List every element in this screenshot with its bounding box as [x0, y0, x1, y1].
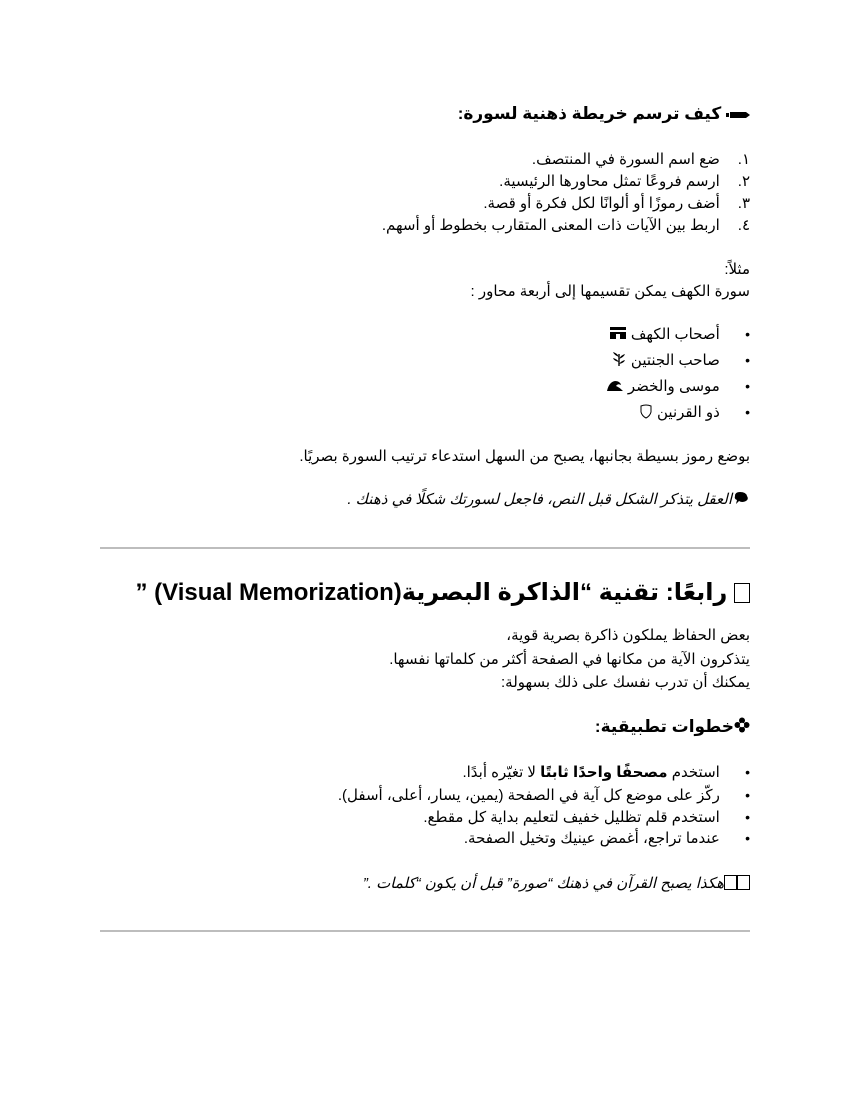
kaaba-icon — [609, 326, 627, 344]
theme-text: موسى والخضر — [627, 378, 720, 395]
visual-heading — [135, 578, 750, 607]
visual-closing — [363, 874, 750, 892]
section-divider — [100, 547, 750, 549]
theme-text: أصحاب الكهف — [630, 326, 720, 343]
bullet: • — [745, 404, 750, 420]
pencil-icon — [726, 105, 750, 125]
mindmap-step — [532, 150, 750, 168]
step-post: لا تغيّره أبدًا. — [462, 764, 541, 781]
visual-intro-line: بعض الحفاظ يملكون ذاكرة بصرية قوية، — [506, 627, 750, 644]
visual-step — [462, 763, 750, 781]
step-number: ١. — [737, 151, 750, 168]
missing-glyph-icon — [734, 583, 750, 603]
mindmap-heading — [458, 104, 750, 125]
steps-heading — [595, 717, 750, 738]
mindmap-tip — [347, 490, 750, 509]
step-number: ٤. — [737, 217, 750, 234]
step-bold: مصحفًا واحدًا ثابتًا — [540, 764, 668, 781]
theme-text: صاحب الجنتين — [630, 352, 720, 369]
visual-heading-ar: رابعًا: تقنية “الذاكرة البصرية — [401, 579, 728, 606]
section-divider — [100, 930, 750, 932]
step-text: اربط بين الآيات ذات المعنى المتقارب بخطوط أو أسهم. — [381, 217, 720, 234]
step-pre: ركّز على موضع كل آية في الصفحة (يمين، يسار، أعلى، أسفل). — [337, 787, 720, 804]
step-text: أضف رموزًا أو ألوانًا لكل فكرة أو قصة. — [483, 195, 720, 212]
bullet: • — [745, 787, 750, 803]
visual-heading-close: ” — [135, 579, 148, 606]
example-intro: سورة الكهف يمكن تقسيمها إلى أربعة محاور : — [470, 283, 750, 300]
step-number: ٣. — [737, 195, 750, 212]
theme-item — [606, 377, 750, 396]
step-text: ضع اسم السورة في المنتصف. — [531, 151, 720, 168]
step-pre: استخدم قلم تظليل خفيف لتعليم بداية كل مقطع. — [423, 809, 720, 826]
mindmap-step — [382, 216, 750, 234]
step-text: ارسم فروعًا تمثل محاورها الرئيسية. — [499, 173, 720, 190]
theme-item — [639, 403, 750, 423]
bullet: • — [745, 830, 750, 846]
bullet: • — [745, 764, 750, 780]
flower-icon — [734, 717, 750, 738]
plant-icon — [611, 351, 627, 371]
tip-text: العقل يتذكر الشكل قبل النص، فاجعل لسورتك شكلًا في ذهنك . — [347, 491, 732, 508]
visual-intro-line: يمكنك أن تدرب نفسك على ذلك بسهولة: — [501, 674, 750, 691]
theme-item — [611, 351, 750, 371]
bullet: • — [745, 352, 750, 368]
bullet: • — [745, 809, 750, 825]
visual-step — [338, 786, 750, 804]
visual-step — [423, 808, 750, 826]
bullet: • — [745, 378, 750, 394]
closing-text: هكذا يصبح القرآن في ذهنك “صورة” قبل أن يكون “كلمات .” — [362, 875, 724, 892]
mindmap-summary: بوضع رموز بسيطة بجانبها، يصبح من السهل استدعاء ترتيب السورة بصريًا. — [299, 448, 750, 465]
mindmap-step — [483, 194, 750, 212]
shield-icon — [639, 404, 653, 423]
wave-icon — [606, 378, 624, 396]
step-number: ٢. — [737, 173, 750, 190]
missing-glyph-icon — [737, 875, 750, 890]
mindmap-step — [499, 172, 750, 190]
theme-item — [609, 325, 750, 344]
steps-heading-text: خطوات تطبيقية: — [594, 717, 734, 736]
visual-step — [464, 829, 750, 847]
mindmap-heading-text: كيف ترسم خريطة ذهنية لسورة: — [457, 104, 722, 123]
visual-heading-en: (Visual Memorization) — [154, 579, 402, 606]
visual-intro-line: يتذكرون الآية من مكانها في الصفحة أكثر من كلماتها نفسها. — [389, 651, 750, 668]
theme-text: ذو القرنين — [657, 404, 720, 421]
bullet: • — [745, 326, 750, 342]
step-pre: استخدم — [667, 764, 720, 781]
missing-glyph-icon — [724, 875, 737, 890]
brain-icon — [732, 491, 750, 509]
example-label: مثلاً: — [724, 261, 750, 278]
step-pre: عندما تراجع، أغمض عينيك وتخيل الصفحة. — [463, 830, 720, 847]
